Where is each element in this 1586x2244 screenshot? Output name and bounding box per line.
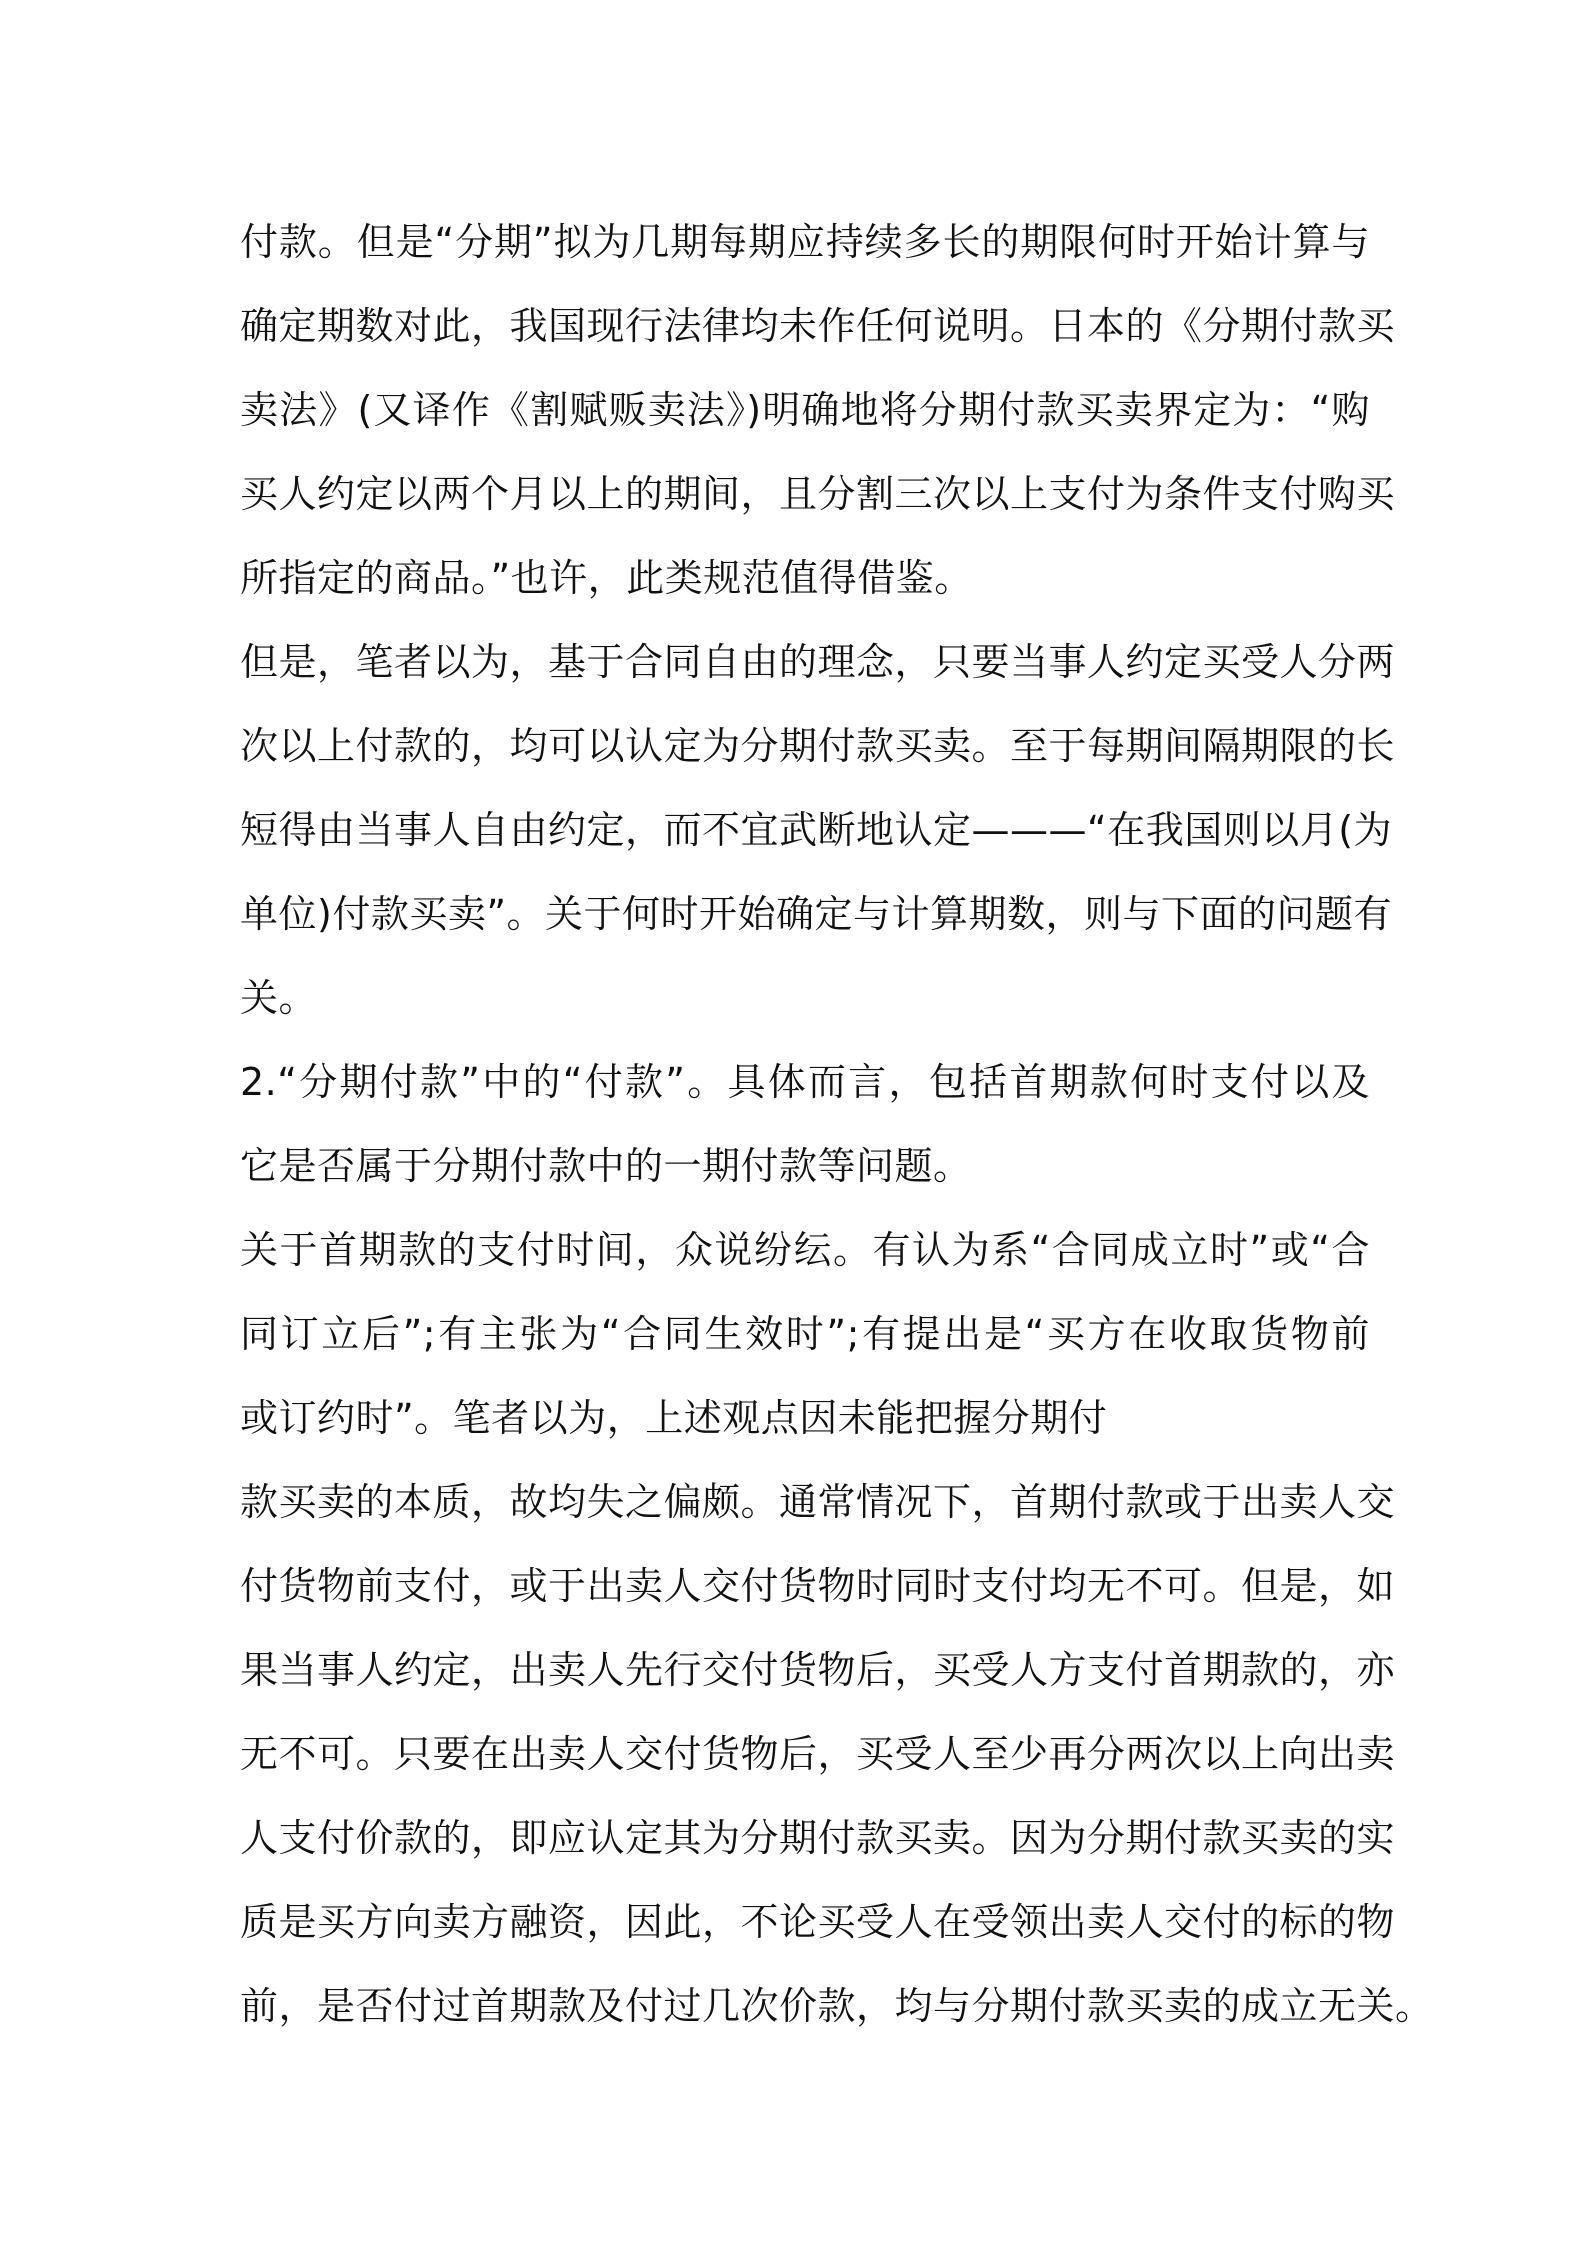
text-line: 人支付价款的，即应认定其为分期付款买卖。因为分期付款买卖的实	[240, 1816, 1396, 1860]
text-line: 质是买方向卖方融资，因此，不论买受人在受领出卖人交付的标的物	[240, 1900, 1396, 1944]
text-line: 卖法》(又译作《割赋贩卖法》)明确地将分期付款买卖界定为：“购	[240, 388, 1370, 432]
text-line: 付货物前支付，或于出卖人交付货物时同时支付均无不可。但是，如	[240, 1564, 1396, 1608]
text-line: 2.“分期付款”中的“付款”。具体而言，包括首期款何时支付以及	[240, 1060, 1370, 1104]
text-line: 无不可。只要在出卖人交付货物后，买受人至少再分两次以上向出卖	[240, 1732, 1396, 1776]
text-line: 所指定的商品。”也许，此类规范值得借鉴。	[240, 556, 973, 600]
text-line: 它是否属于分期付款中的一期付款等问题。	[240, 1144, 972, 1188]
text-line: 短得由当事人自由约定，而不宜武断地认定———“在我国则以月(为	[240, 808, 1393, 852]
document-body	[240, 200, 1434, 2048]
text-line: 确定期数对此，我国现行法律均未作任何说明。日本的《分期付款买	[240, 304, 1396, 348]
text-line: 但是，笔者以为，基于合同自由的理念，只要当事人约定买受人分两	[240, 640, 1396, 684]
text-line: 单位)付款买卖”。关于何时开始确定与计算期数，则与下面的问题有	[240, 892, 1393, 936]
text-line: 果当事人约定，出卖人先行交付货物后，买受人方支付首期款的，亦	[240, 1648, 1396, 1692]
text-line: 次以上付款的，均可以认定为分期付款买卖。至于每期间隔期限的长	[240, 724, 1396, 768]
text-line: 关于首期款的支付时间，众说纷纭。有认为系“合同成立时”或“合	[240, 1228, 1370, 1272]
text-line: 前，是否付过首期款及付过几次价款，均与分期付款买卖的成立无关。	[240, 1984, 1434, 2028]
text-line: 款买卖的本质，故均失之偏颇。通常情况下，首期付款或于出卖人交	[240, 1480, 1396, 1524]
text-line: 买人约定以两个月以上的期间，且分割三次以上支付为条件支付购买	[240, 472, 1396, 516]
text-line: 关。	[240, 976, 318, 1020]
text-line: 付款。但是“分期”拟为几期每期应持续多长的期限何时开始计算与	[240, 220, 1370, 264]
text-line: 同订立后”;有主张为“合同生效时”;有提出是“买方在收取货物前	[240, 1312, 1370, 1356]
text-line: 或订约时”。笔者以为，上述观点因未能把握分期付	[240, 1396, 1108, 1440]
